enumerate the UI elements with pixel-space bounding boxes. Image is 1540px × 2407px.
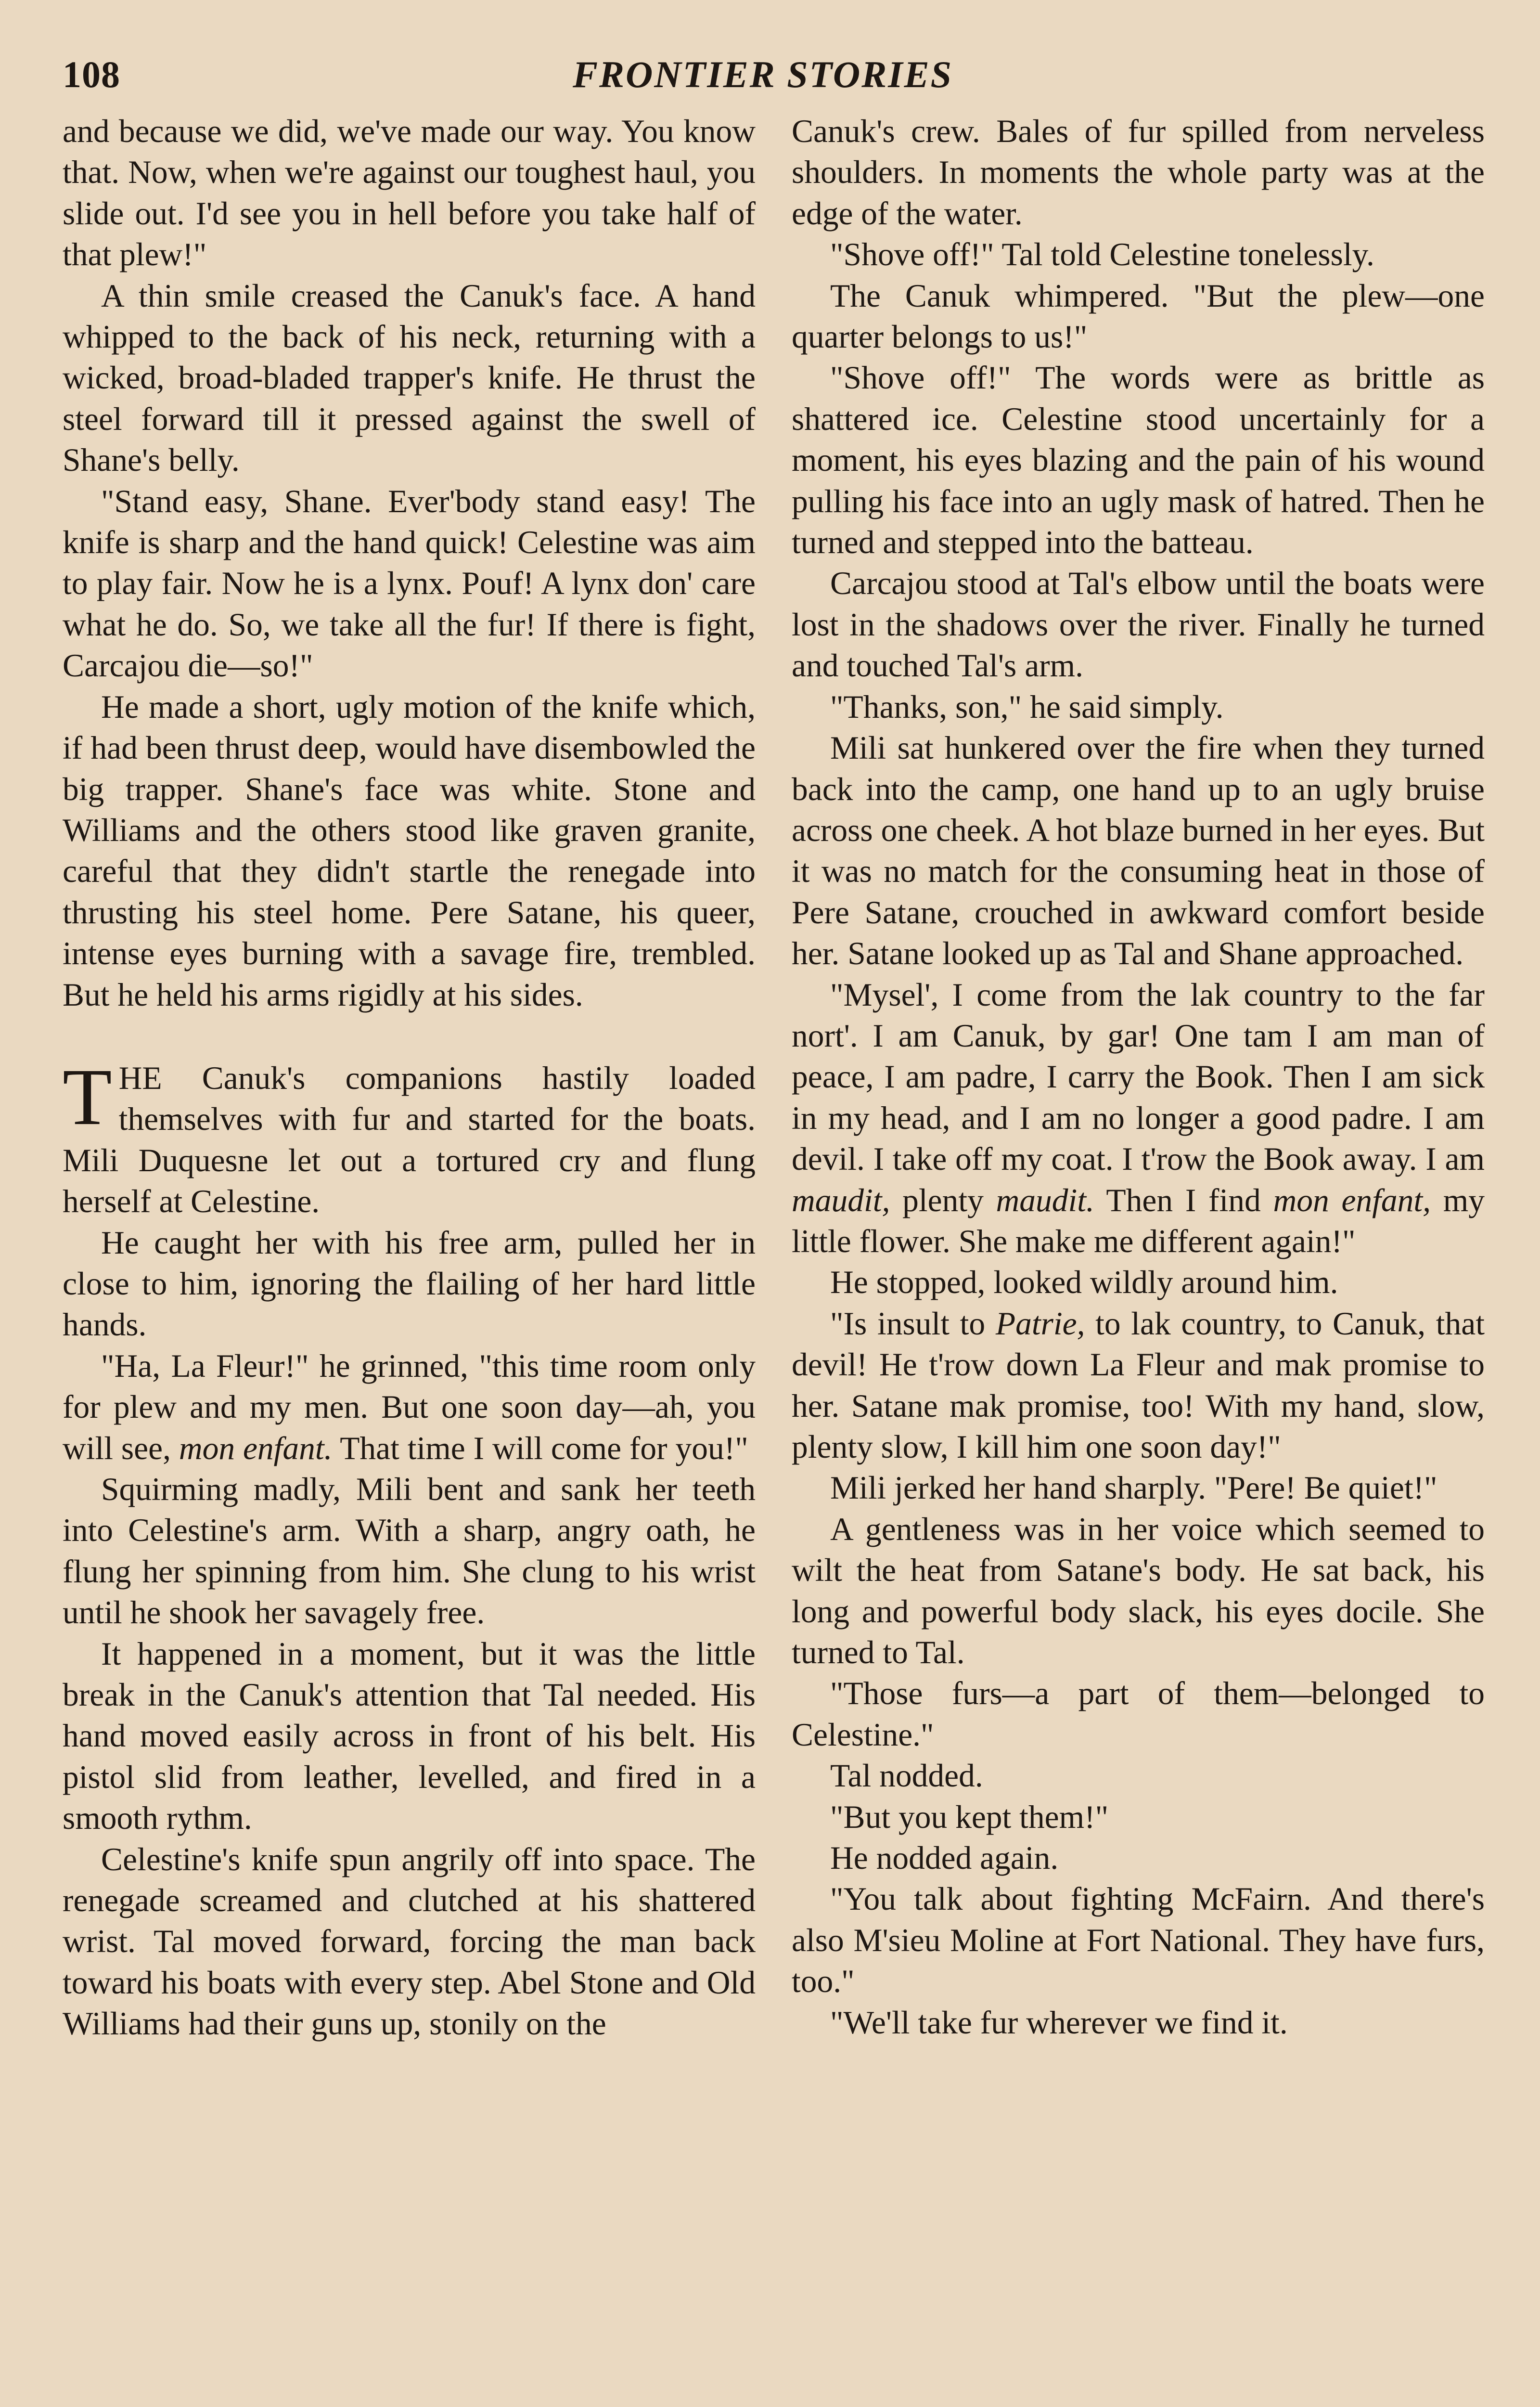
paragraph: He stopped, looked wildly around him. bbox=[830, 1264, 1338, 1301]
paragraph bbox=[792, 974, 1485, 1262]
paragraph: Canuk's crew. Bales of fur spilled from nerveless shoulders. In moments the whole party was at the edge of the water. bbox=[792, 113, 1485, 232]
paragraph-text: "Is insult to bbox=[830, 1305, 996, 1342]
left-column bbox=[63, 111, 756, 2045]
italic-text: maudit, bbox=[792, 1182, 890, 1218]
paragraph-text: That time I will come for you!" bbox=[332, 1430, 748, 1466]
page-number: 108 bbox=[63, 53, 120, 95]
running-title: FRONTIER STORIES bbox=[573, 53, 953, 95]
paragraph: "Thanks, son," he said simply. bbox=[830, 688, 1224, 725]
paragraph: A gentleness was in her voice which seemed to wilt the heat from Satane's body. He sat back, his long and powerful body slack, his eyes docile. She turned to Tal. bbox=[792, 1511, 1485, 1671]
paragraph: Squirming madly, Mili bent and sank her teeth into Celestine's arm. With a sharp, angry oath, he flung her spinning from him. She clung to his wrist until he shook her savagely free. bbox=[63, 1471, 756, 1631]
paragraph: "Stand easy, Shane. Ever'body stand easy! The knife is sharp and the hand quick! Celestine was aim to play fair. Now he is a lynx. Pouf! A lynx don' care what he do. So, we take all the fur! If there is fight, Carcajou die—so!" bbox=[63, 483, 756, 684]
paragraph-text: "Ha, La Fleur!" he grinned, "this time room only for plew and my men. But one soon day—ah, you will see, bbox=[63, 1347, 756, 1466]
page-header bbox=[63, 53, 1477, 111]
paragraph bbox=[63, 1346, 756, 1469]
italic-text: mon enfant. bbox=[179, 1430, 333, 1466]
italic-text: maudit. bbox=[996, 1182, 1094, 1218]
drop-cap: T bbox=[63, 1052, 112, 1142]
paragraph-text: HE Canuk's companions hastily loaded themselves with fur and started for the boats. Mili Duquesne let out a tortured cry and flung herself at Celestine. bbox=[63, 1060, 756, 1220]
paragraph: Celestine's knife spun angrily off into space. The renegade screamed and clutched at his shattered wrist. Tal moved forward, forcing the man back toward his boats with every step. Abel Stone and Old Williams had their guns up, stonily on the bbox=[63, 1841, 756, 2042]
italic-text: mon enfant, bbox=[1273, 1182, 1431, 1218]
paragraph: "You talk about fighting McFairn. And there's also M'sieu Moline at Fort National. They have furs, too." bbox=[792, 1881, 1485, 2000]
paragraph: "We'll take fur wherever we find it. bbox=[830, 2004, 1288, 2041]
paragraph: "Shove off!" Tal told Celestine tonelessly. bbox=[830, 236, 1374, 273]
paragraph bbox=[792, 1303, 1485, 1468]
paragraph: "Those furs—a part of them—belonged to Celestine." bbox=[792, 1675, 1485, 1753]
paragraph-text: to lak country, to Canuk, that devil! He t'row down La Fleur and mak promise to her. Satane mak promise, too! With my hand, slow, plenty slow, I kill him one soon day!" bbox=[792, 1305, 1485, 1465]
paragraph: A thin smile creased the Canuk's face. A hand whipped to the back of his neck, returning with a wicked, broad-bladed trapper's knife. He thrust the steel forward till it pressed against the swell of Shane's belly. bbox=[63, 277, 756, 479]
paragraph: "Shove off!" The words were as brittle as shattered ice. Celestine stood uncertainly for a moment, his eyes blazing and the pain of his wound pulling his face into an ugly mask of hatred. Then he turned and stepped into the batteau. bbox=[792, 360, 1485, 561]
right-column bbox=[792, 111, 1485, 2043]
paragraph-text: "Mysel', I come from the lak country to the far nort'. I am Canuk, by gar! One tam I am man of peace, I am padre, I carry the Book. Then I am sick in my head, and I am no longer a good padre. I am devil. I take off my coat. I t'row the Book away. I am bbox=[792, 976, 1485, 1178]
paragraph: He made a short, ugly motion of the knife which, if had been thrust deep, would have disembowled the big trapper. Shane's face was white. Stone and Williams and the others stood like graven granite, careful that they didn't startle the renegade into thrusting his steel home. Pere Satane, his queer, intense eyes burning with a savage fire, trembled. But he held his arms rigidly at his sides. bbox=[63, 688, 756, 1013]
paragraph: Tal nodded. bbox=[830, 1758, 983, 1794]
paragraph: He nodded again. bbox=[830, 1840, 1059, 1876]
paragraph: "But you kept them!" bbox=[830, 1799, 1109, 1835]
paragraph-text: Then I find bbox=[1094, 1182, 1273, 1218]
paragraph-text: plenty bbox=[890, 1182, 996, 1218]
paragraph: The Canuk whimpered. "But the plew—one quarter belongs to us!" bbox=[792, 277, 1485, 355]
paragraph: It happened in a moment, but it was the little break in the Canuk's attention that Tal needed. His hand moved easily across in front of his belt. His pistol slid from leather, levelled, and fired in a smooth rythm. bbox=[63, 1635, 756, 1837]
paragraph: Mili jerked her hand sharply. "Pere! Be quiet!" bbox=[830, 1470, 1437, 1506]
italic-text: Patrie, bbox=[995, 1305, 1085, 1342]
section-opening-paragraph bbox=[63, 1052, 756, 1222]
paragraph-text: my little flower. She make me different again!" bbox=[792, 1182, 1485, 1259]
paragraph: He caught her with his free arm, pulled her in close to him, ignoring the flailing of her hard little hands. bbox=[63, 1224, 756, 1343]
paragraph: and because we did, we've made our way. You know that. Now, when we're against our toughest haul, you slide out. I'd see you in hell before you take half of that plew!" bbox=[63, 113, 756, 273]
paragraph: Carcajou stood at Tal's elbow until the boats were lost in the shadows over the river. Finally he turned and touched Tal's arm. bbox=[792, 565, 1485, 684]
paragraph: Mili sat hunkered over the fire when they turned back into the camp, one hand up to an ugly bruise across one cheek. A hot blaze burned in her eyes. But it was no match for the consuming heat in those of Pere Satane, crouched in awkward comfort beside her. Satane looked up as Tal and Shane approached. bbox=[792, 730, 1485, 972]
